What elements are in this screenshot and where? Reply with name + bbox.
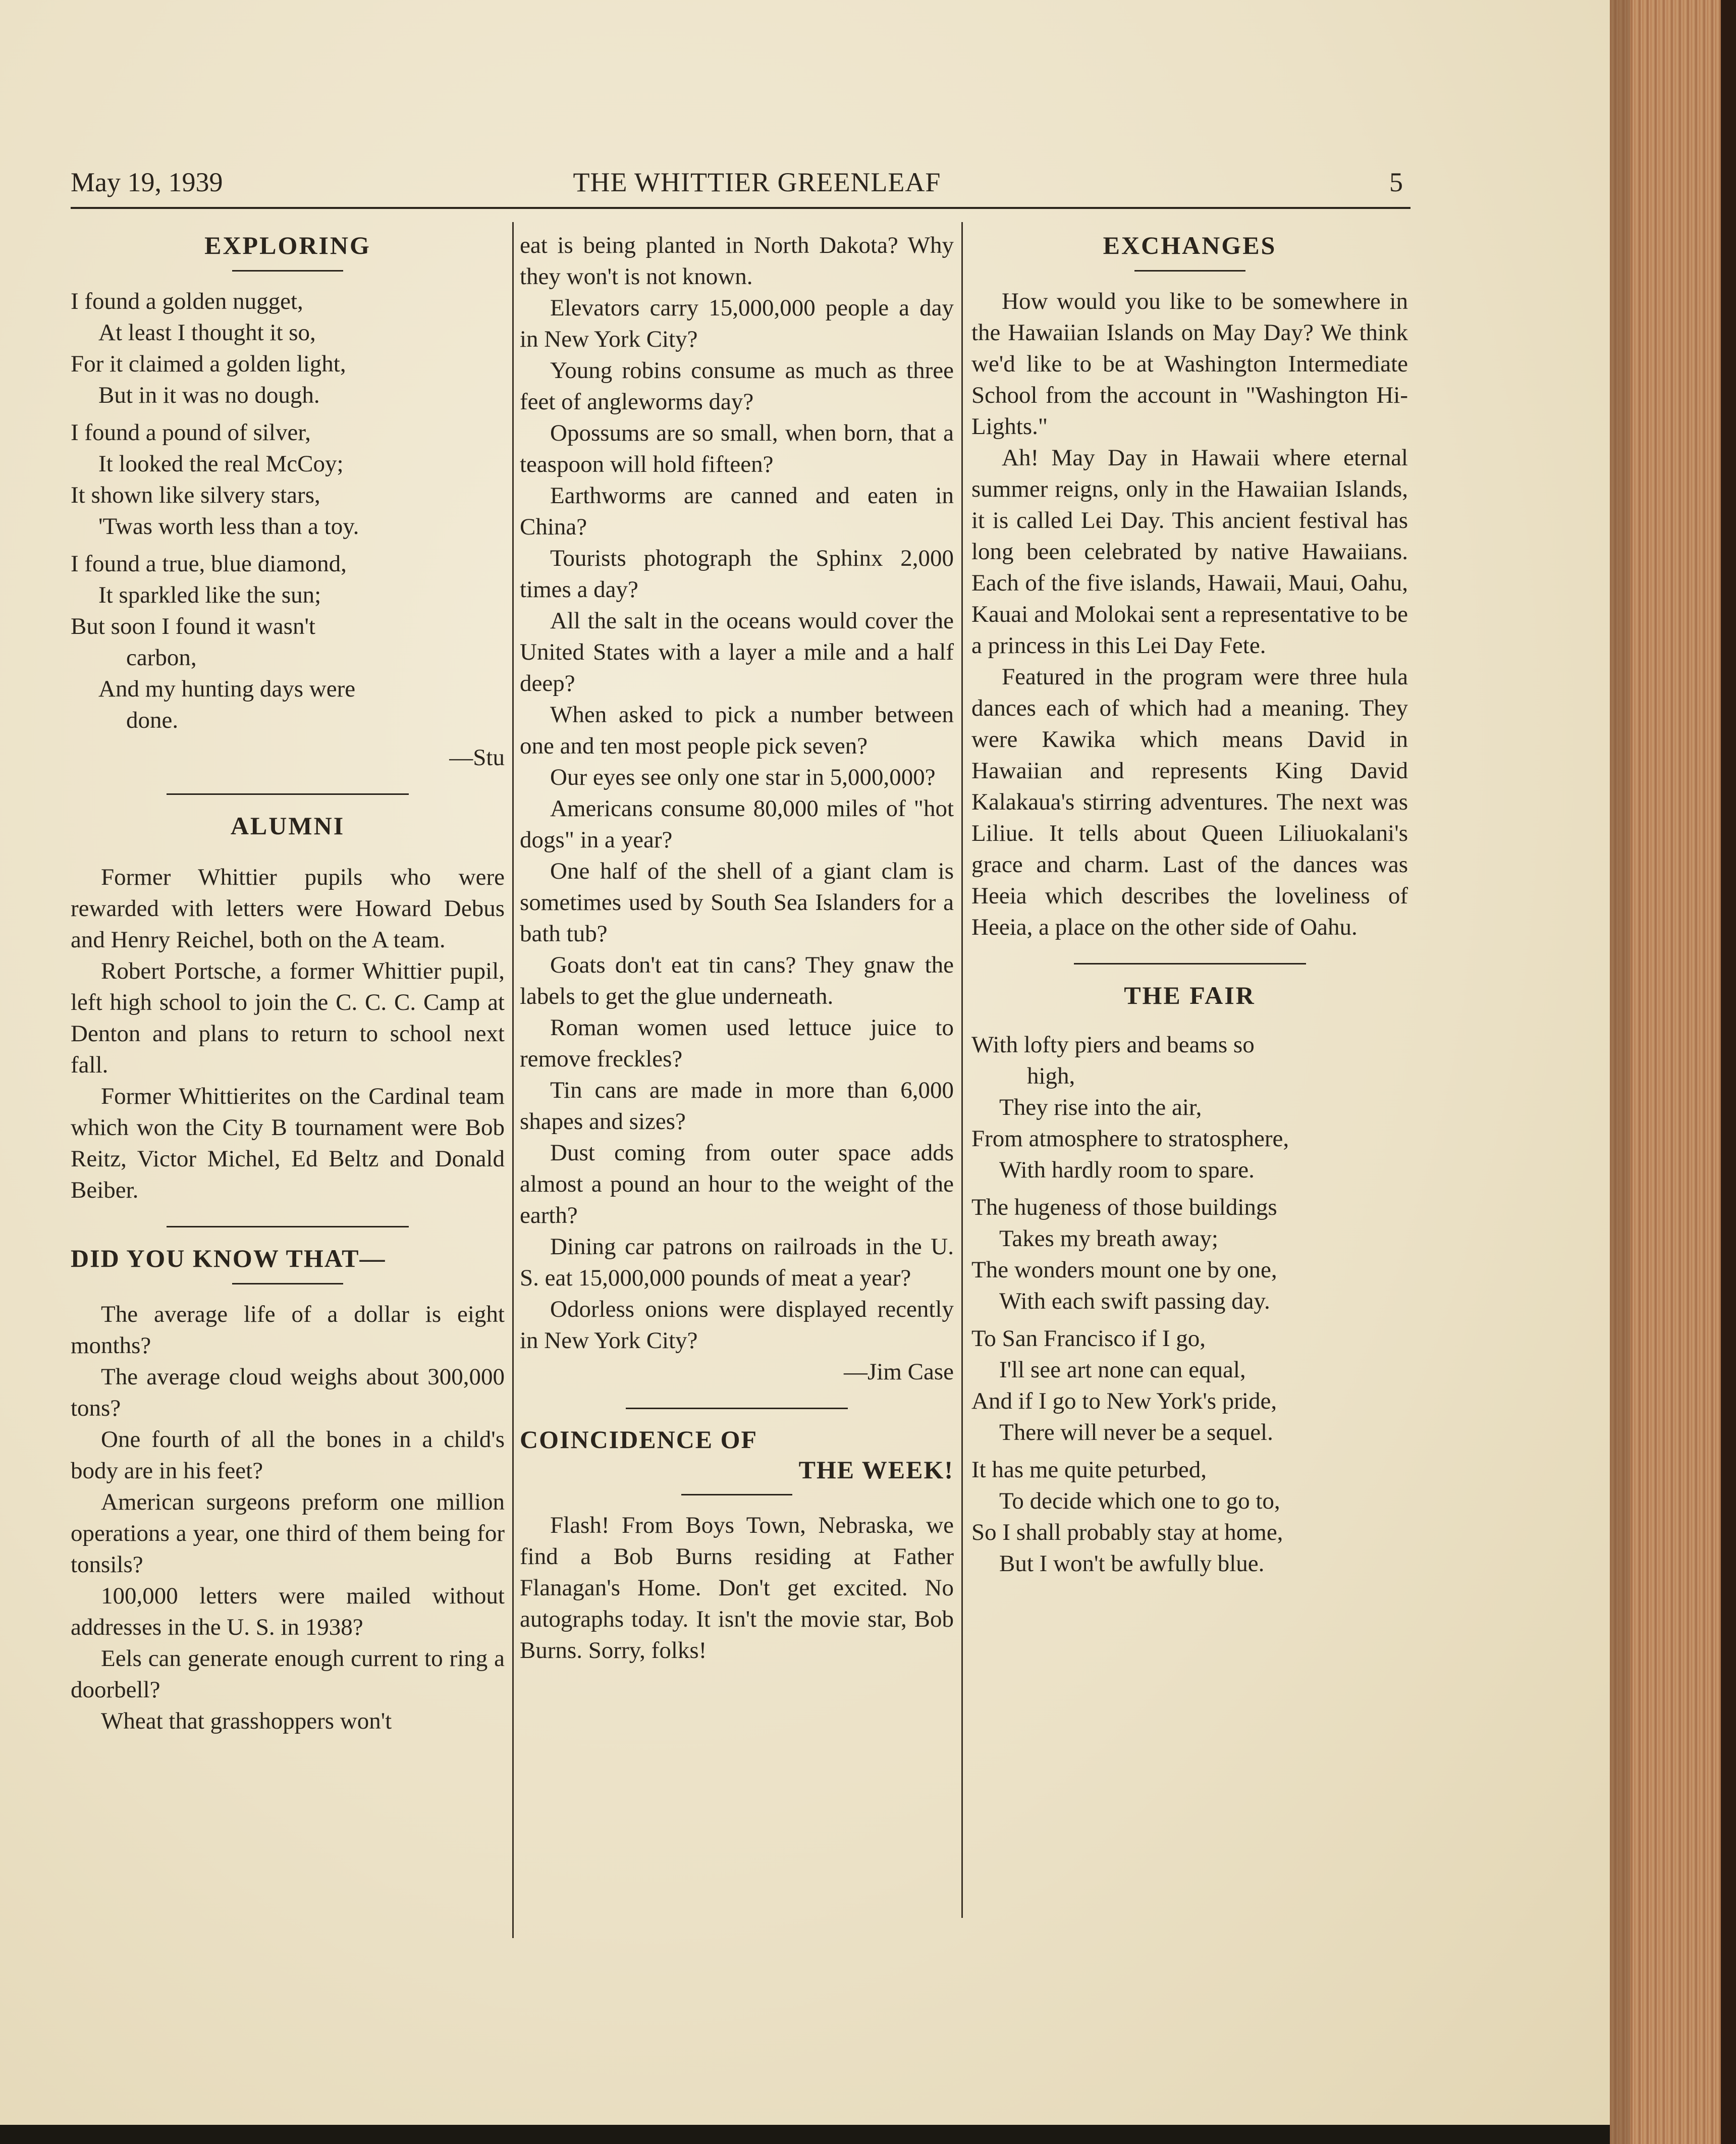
poem-line: The hugeness of those buildings — [971, 1194, 1277, 1220]
poem-line: I found a true, blue diamond, — [71, 551, 347, 577]
fact-item: When asked to pick a number between one and ten most people pick seven? — [520, 702, 954, 759]
fact-item: 100,000 letters were mailed without addresses in the U. S. in 1938? — [71, 1583, 505, 1640]
column-divider — [961, 222, 963, 1918]
fact-item: Dust coming from outer space adds almost a pound an hour to the weight of the earth? — [520, 1140, 954, 1228]
poem-line: With hardly room to spare. — [999, 1157, 1255, 1183]
poem-line: It shown like silvery stars, — [71, 482, 320, 508]
newspaper-title: THE WHITTIER GREENLEAF — [573, 167, 941, 197]
poem-line: Takes my breath away; — [999, 1225, 1218, 1252]
author-signature: —Jim Case — [843, 1359, 954, 1385]
page-header — [71, 167, 1403, 202]
fact-item: The average life of a dollar is eight months? — [71, 1301, 505, 1359]
exchanges-paragraph: Featured in the program were three hula dances each of which had a meaning. They were Kawika which means David in Hawaiian and represents King David Kalakaua's stirring adventures. The next was Liliue. It tells about Queen Liliuokalani's grace and charm. Last of the dances was Heeia which describes the loveliness of Heeia, a place on the other side of Oahu. — [971, 664, 1408, 940]
fact-item: One fourth of all the bones in a child's body are in his feet? — [71, 1426, 505, 1484]
poem-stanza — [71, 417, 505, 542]
poem-line: There will never be a sequel. — [999, 1419, 1273, 1445]
exploring-heading: EXPLORING — [204, 231, 371, 259]
the-fair-heading: THE FAIR — [1124, 981, 1256, 1009]
poem-line: I found a golden nugget, — [71, 288, 303, 314]
fact-item: Dining car patrons on railroads in the U. S. eat 15,000,000 pounds of meat a year? — [520, 1234, 954, 1291]
fact-item: Eels can generate enough current to ring a doorbell? — [71, 1645, 505, 1703]
poem-line: The wonders mount one by one, — [971, 1257, 1277, 1283]
page-number: 5 — [1389, 167, 1403, 197]
fact-item: Our eyes see only one star in 5,000,000? — [550, 764, 936, 790]
fact-item: Odorless onions were displayed recently in New York City? — [520, 1296, 954, 1354]
poem-stanza — [71, 548, 505, 736]
header-divider — [71, 207, 1410, 209]
column-3 — [971, 230, 1408, 1585]
poem-line: With lofty piers and beams so — [971, 1032, 1255, 1058]
author-signature: —Stu — [449, 744, 505, 771]
poem-line: From atmosphere to stratosphere, — [971, 1125, 1289, 1152]
poem-line: With each swift passing day. — [999, 1288, 1270, 1314]
fact-item: Tin cans are made in more than 6,000 shapes and sizes? — [520, 1077, 954, 1135]
heading-rule — [232, 270, 343, 272]
exchanges-heading: EXCHANGES — [1103, 231, 1277, 259]
fact-item: Wheat that grasshoppers won't — [101, 1708, 392, 1734]
column-1 — [71, 230, 505, 1737]
poem-line: carbon, — [126, 645, 197, 671]
poem-line: They rise into the air, — [999, 1094, 1202, 1120]
poem-line: To San Francisco if I go, — [971, 1325, 1206, 1352]
poem-line: But I won't be awfully blue. — [999, 1550, 1265, 1577]
exchanges-paragraph: How would you like to be somewhere in the Hawaiian Islands on May Day? We think we'd like to be at Washington Intermediate School from the account in "Washington Hi-Lights." — [971, 288, 1408, 440]
poem-line: And my hunting days were — [98, 676, 356, 702]
poem-stanza — [971, 1029, 1408, 1186]
alumni-paragraph: Former Whittier pupils who were rewarded with letters were Howard Debus and Henry Reichel, both on the A team. — [71, 864, 505, 953]
poem-stanza — [971, 1323, 1408, 1448]
poem-line: So I shall probably stay at home, — [971, 1519, 1283, 1545]
fact-item: American surgeons preform one million operations a year, one third of them being for tonsils? — [71, 1489, 505, 1578]
poem-line: But soon I found it wasn't — [71, 613, 315, 639]
alumni-heading: ALUMNI — [230, 812, 345, 840]
edge-shadow — [1610, 0, 1630, 2144]
did-you-know-heading: DID YOU KNOW THAT— — [71, 1244, 386, 1272]
poem-stanza — [971, 1192, 1408, 1317]
fact-item: Elevators carry 15,000,000 people a day in New York City? — [520, 295, 954, 352]
fact-item: Tourists photograph the Sphinx 2,000 times a day? — [520, 545, 954, 603]
fact-item: Americans consume 80,000 miles of "hot dogs" in a year? — [520, 795, 954, 853]
coincidence-heading-line1: COINCIDENCE OF — [520, 1425, 758, 1454]
alumni-paragraph: Former Whittierites on the Cardinal team which won the City B tournament were Bob Reitz, Victor Michel, Ed Beltz and Donald Beiber. — [71, 1083, 505, 1203]
poem-line: done. — [126, 707, 179, 733]
fact-item: Roman women used lettuce juice to remove freckles? — [520, 1014, 954, 1072]
fact-item: All the salt in the oceans would cover the United States with a layer a mile and a half deep? — [520, 608, 954, 696]
fact-item: Earthworms are canned and eaten in China? — [520, 483, 954, 540]
poem-line: high, — [1027, 1063, 1075, 1089]
poem-stanza — [971, 1454, 1408, 1579]
column-2 — [520, 230, 954, 1666]
poem-line: But in it was no dough. — [98, 382, 320, 408]
section-separator — [167, 1226, 409, 1227]
fact-item: eat is being planted in North Dakota? Why they won't is not known. — [520, 232, 954, 290]
poem-line: And if I go to New York's pride, — [971, 1388, 1277, 1414]
fact-item: The average cloud weighs about 300,000 tons? — [71, 1364, 505, 1421]
fact-item: Opossums are so small, when born, that a teaspoon will hold fifteen? — [520, 420, 954, 477]
poem-line: I'll see art none can equal, — [999, 1357, 1246, 1383]
exchanges-paragraph: Ah! May Day in Hawaii where eternal summer reigns, only in the Hawaiian Islands, it is called Lei Day. This ancient festival has long been celebrated by native Hawaiians. Each of the five islands, Hawaii, Maui, Oahu, Kauai and Molokai sent a representative to be a princess in this Lei Day Fete. — [971, 445, 1408, 659]
poem-line: I found a pound of silver, — [71, 419, 311, 446]
section-separator — [626, 1408, 848, 1409]
heading-rule — [232, 1283, 343, 1284]
poem-line: 'Twas worth less than a toy. — [98, 513, 359, 540]
fact-item: Young robins consume as much as three feet of angleworms day? — [520, 357, 954, 415]
poem-line: At least I thought it so, — [98, 319, 316, 346]
coincidence-text: Flash! From Boys Town, Nebraska, we find a Bob Burns residing at Father Flanagan's Home. Don't get excited. No autographs today. It isn't the movie star, Bob Burns. Sorry, folks! — [520, 1512, 954, 1664]
section-separator — [167, 793, 409, 795]
poem-line: To decide which one to go to, — [999, 1488, 1280, 1514]
heading-rule — [681, 1494, 792, 1495]
coincidence-heading — [520, 1424, 954, 1485]
column-divider — [512, 222, 514, 1938]
section-separator — [1074, 963, 1306, 964]
fact-item: Goats don't eat tin cans? They gnaw the labels to get the glue underneath. — [520, 952, 954, 1009]
exploring-poem — [71, 286, 505, 773]
fact-item: One half of the shell of a giant clam is sometimes used by South Sea Islanders for a bath tub? — [520, 858, 954, 947]
poem-line: It has me quite peturbed, — [971, 1457, 1207, 1483]
poem-line: It sparkled like the sun; — [98, 582, 321, 608]
issue-date: May 19, 1939 — [71, 167, 223, 197]
heading-rule — [1134, 270, 1245, 272]
poem-line: For it claimed a golden light, — [71, 351, 346, 377]
poem-stanza — [71, 286, 505, 411]
alumni-paragraph: Robert Portsche, a former Whittier pupil, left high school to join the C. C. C. Camp at Denton and plans to return to school next fall. — [71, 958, 505, 1078]
the-fair-poem — [971, 1029, 1408, 1579]
binding-edge — [1721, 0, 1736, 2144]
coincidence-heading-line2: THE WEEK! — [798, 1456, 954, 1484]
bottom-shadow — [0, 2125, 1610, 2144]
bound-volume-page-edges — [1610, 0, 1736, 2144]
poem-line: It looked the real McCoy; — [98, 451, 344, 477]
